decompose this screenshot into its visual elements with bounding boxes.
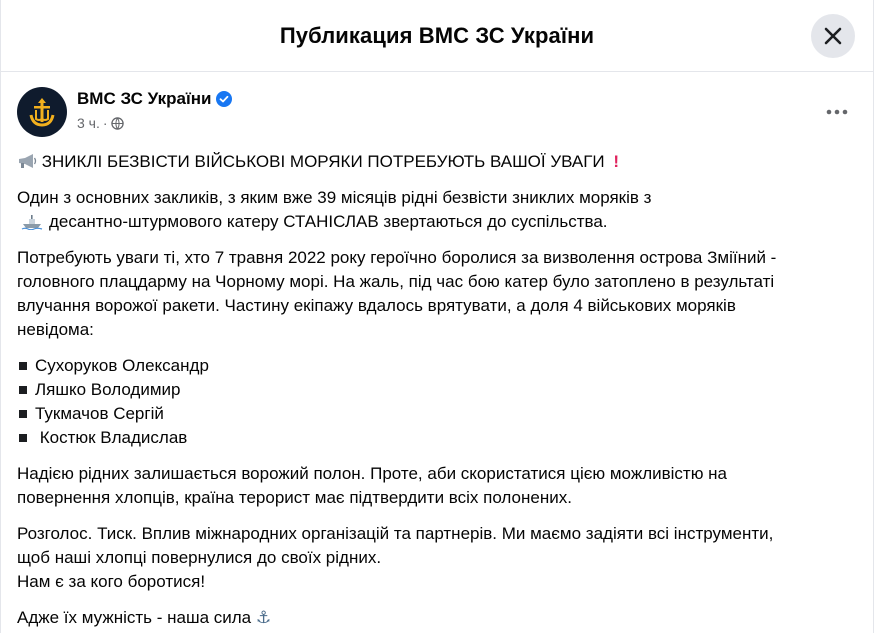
more-horizontal-icon xyxy=(826,109,848,115)
headline-text: ЗНИКЛІ БЕЗВІСТИ ВІЙСЬКОВІ МОРЯКИ ПОТРЕБУЮТЬ ВАШОЇ УВАГИ xyxy=(41,152,605,171)
dialog-header xyxy=(1,0,873,72)
post-body xyxy=(1,142,873,630)
sailor-name: Костюк Владислав xyxy=(35,428,188,447)
paragraph-2-line-3: влучання ворожої ракети. Частину екіпажу вдалось врятувати, а доля 4 військових моряків xyxy=(17,296,736,315)
navy-emblem-icon xyxy=(25,95,59,129)
paragraph-1-line-2: десантно-штурмового катеру СТАНІСЛАВ звертаються до суспільства. xyxy=(49,212,608,231)
list-item xyxy=(17,426,857,450)
megaphone-icon xyxy=(17,152,37,170)
more-options-button[interactable] xyxy=(819,94,855,130)
bullet-icon xyxy=(19,362,27,370)
list-item xyxy=(17,354,857,378)
paragraph-5-text: Адже їх мужність - наша сила xyxy=(17,608,252,627)
exclamation-icon: ! xyxy=(613,152,620,171)
paragraph-3-line-2: повернення хлопців, країна терорист має підтвердити всіх полонених. xyxy=(17,488,572,507)
dialog-title: Публикация ВМС ЗС України xyxy=(279,22,595,48)
post-paragraph-1 xyxy=(17,186,857,234)
list-item xyxy=(17,378,857,402)
close-button[interactable] xyxy=(811,14,855,58)
post-paragraph-5 xyxy=(17,606,857,630)
post-meta xyxy=(77,115,232,131)
paragraph-2-line-4: невідома: xyxy=(17,320,94,339)
post-header xyxy=(1,72,873,142)
post-time[interactable]: 3 ч. xyxy=(77,115,100,131)
paragraph-1-line-1: Один з основних закликів, з яким вже 39 місяців рідні безвісти зниклих моряків з xyxy=(17,188,652,207)
sailor-name: Ляшко Володимир xyxy=(35,380,181,399)
paragraph-4-line-3: Нам є за кого боротися! xyxy=(17,572,206,591)
author-name[interactable]: ВМС ЗС України xyxy=(77,89,212,108)
verified-badge-icon xyxy=(216,91,232,107)
sailor-name: Тукмачов Сергій xyxy=(35,404,164,423)
globe-icon[interactable] xyxy=(111,117,124,130)
paragraph-2-line-2: головного плацдарму на Чорному морі. На жаль, під час бою катер було затоплено в результаті xyxy=(17,272,775,291)
paragraph-3-line-1: Надією рідних залишається ворожий полон. Проте, аби скористатися цією можливістю на xyxy=(17,464,728,483)
post-paragraph-4 xyxy=(17,522,857,594)
avatar[interactable] xyxy=(17,87,67,137)
author-block xyxy=(77,89,232,131)
post-paragraph-3 xyxy=(17,462,857,510)
author-line xyxy=(77,89,232,109)
list-item xyxy=(17,402,857,426)
meta-separator: · xyxy=(102,115,108,131)
paragraph-4-line-1: Розголос. Тиск. Вплив міжнародних організацій та партнерів. Ми маємо задіяти всі інструменти, xyxy=(17,524,774,543)
paragraph-2-line-1: Потребують уваги ті, хто 7 травня 2022 року героїчно боролися за визволення острова Зміїний - xyxy=(17,248,777,267)
close-icon xyxy=(823,26,843,46)
bullet-icon xyxy=(19,434,27,442)
ship-icon xyxy=(21,214,43,230)
post-paragraph-2 xyxy=(17,246,857,342)
bullet-icon xyxy=(19,386,27,394)
paragraph-4-line-2: щоб наші хлопці повернулися до своїх рідних. xyxy=(17,548,382,567)
bullet-icon xyxy=(19,410,27,418)
missing-sailors-list xyxy=(17,354,857,450)
post-headline xyxy=(17,150,857,174)
sailor-name: Сухоруков Олександр xyxy=(35,356,209,375)
anchor-icon: ⚓ xyxy=(255,608,272,627)
